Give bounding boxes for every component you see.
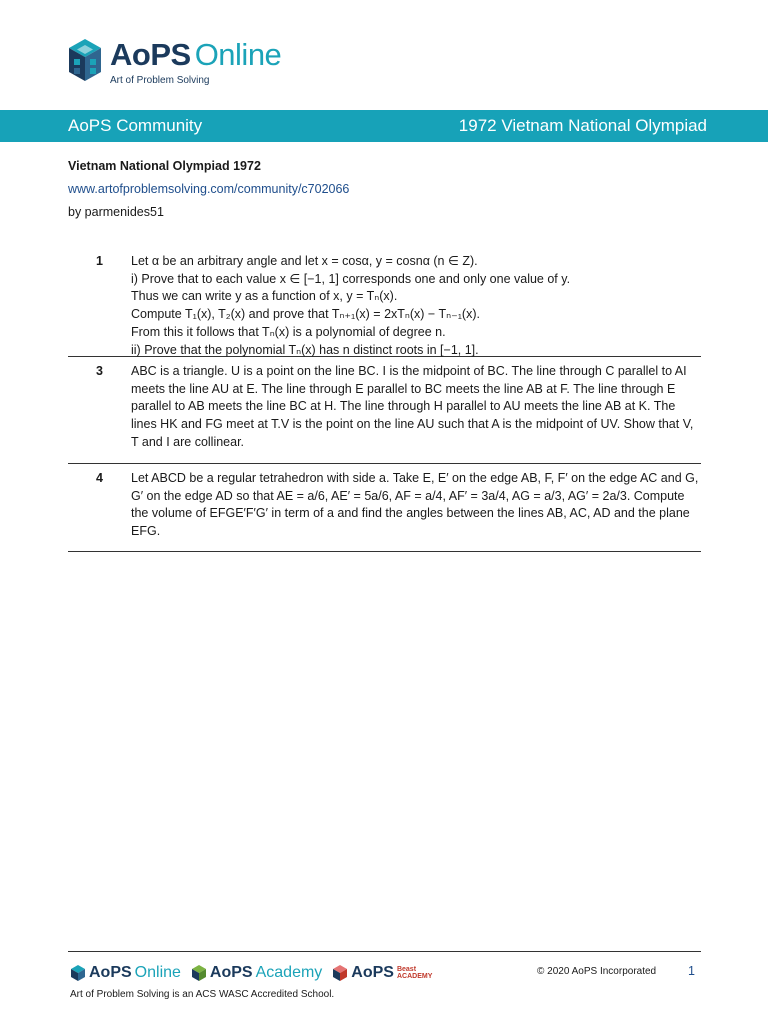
problem-item xyxy=(68,464,701,552)
logo-online-text: Online xyxy=(194,37,282,72)
problem-line: Let α be an arbitrary angle and let x = cosα, y = cosnα (n ∈ Z). xyxy=(131,254,478,268)
footer-logo3-aops: AoPS xyxy=(351,964,394,981)
problem-text: Let ABCD be a regular tetrahedron with side a. Take E, E′ on the edge AB, F, F′ on the edge AC and G, G′ on the edge AD so that AE = a/6, AE′ = 5a/6, AF = a/4, AF′ = 3a/4, AG = a/3, AG′ = 2a/3. Compute the volume of EFGE′F′G′ in term of a and find the angles between the lines AB, AC, AD and the plane EFG. xyxy=(131,471,699,539)
footer-logo2-academy: Academy xyxy=(255,964,323,981)
problem-line: Compute T₁(x), T₂(x) and prove that Tₙ₊₁(x) = 2xTₙ(x) − Tₙ₋₁(x). xyxy=(131,307,480,322)
logo-aops-text: AoPS xyxy=(110,37,191,72)
problem-item xyxy=(68,357,701,464)
beast-academy-footer-logo[interactable] xyxy=(332,964,432,982)
problem-text: ABC is a triangle. U is a point on the line BC. I is the midpoint of BC. The line through C parallel to AI meets the line AU at E. The line through E parallel to BC meets the line AB at F. The line through E parallel to AB meets the line BC at H. The line through H parallel to AU meets the line AB at K. The lines HK and FG meet at T.V is the point on the line AU such that A is the midpoint of UV. Show that V, T and I are collinear. xyxy=(131,364,694,449)
problem-line: From this it follows that Tₙ(x) is a polynomial of degree n. xyxy=(131,324,446,339)
problem-list xyxy=(68,247,701,552)
footer-logos xyxy=(70,960,442,986)
community-link[interactable]: www.artofproblemsolving.com/community/c702066 xyxy=(68,182,350,196)
footer-logo1-aops: AoPS xyxy=(89,964,132,981)
aops-academy-icon xyxy=(191,964,207,982)
beast-academy-icon xyxy=(332,964,348,982)
aops-online-logo xyxy=(66,37,281,93)
contest-title: 1972 Vietnam National Olympiad xyxy=(458,116,707,135)
aops-cube-icon xyxy=(70,964,86,982)
beast-academy-wordmark xyxy=(397,966,432,980)
aops-academy-footer-logo[interactable] xyxy=(191,964,322,982)
aops-cube-icon xyxy=(66,37,104,83)
document-meta xyxy=(68,155,349,224)
problem-number: 4 xyxy=(96,471,103,485)
footer-logo2-aops: AoPS xyxy=(209,964,253,981)
page-number: 1 xyxy=(688,964,695,978)
footer-logo3-beast: Beast xyxy=(396,966,417,973)
problem-line: ii) Prove that the polynomial Tₙ(x) has n distinct roots in [−1, 1]. xyxy=(131,342,479,357)
document-title: Vietnam National Olympiad 1972 xyxy=(68,159,261,173)
problem-number: 3 xyxy=(96,364,103,378)
author-line: by parmenides51 xyxy=(68,205,164,219)
logo-subtitle: Art of Problem Solving xyxy=(110,75,210,86)
problem-line: i) Prove that to each value x ∈ [−1, 1] corresponds one and only one value of y. xyxy=(131,271,571,286)
problem-line: Thus we can write y as a function of x, y = Tₙ(x). xyxy=(131,289,398,304)
footer-logo3-academy: ACADEMY xyxy=(396,973,433,980)
copyright-text: © 2020 AoPS Incorporated xyxy=(537,966,657,977)
footer-divider xyxy=(68,951,701,952)
footer-logo1-online: Online xyxy=(134,964,181,981)
problem-item xyxy=(68,247,701,357)
problem-number: 1 xyxy=(96,254,103,268)
aops-online-footer-logo[interactable] xyxy=(70,964,181,982)
header-banner xyxy=(0,110,768,142)
accreditation-text: Art of Problem Solving is an ACS WASC Accredited School. xyxy=(70,989,335,1000)
community-label[interactable]: AoPS Community xyxy=(68,116,203,135)
